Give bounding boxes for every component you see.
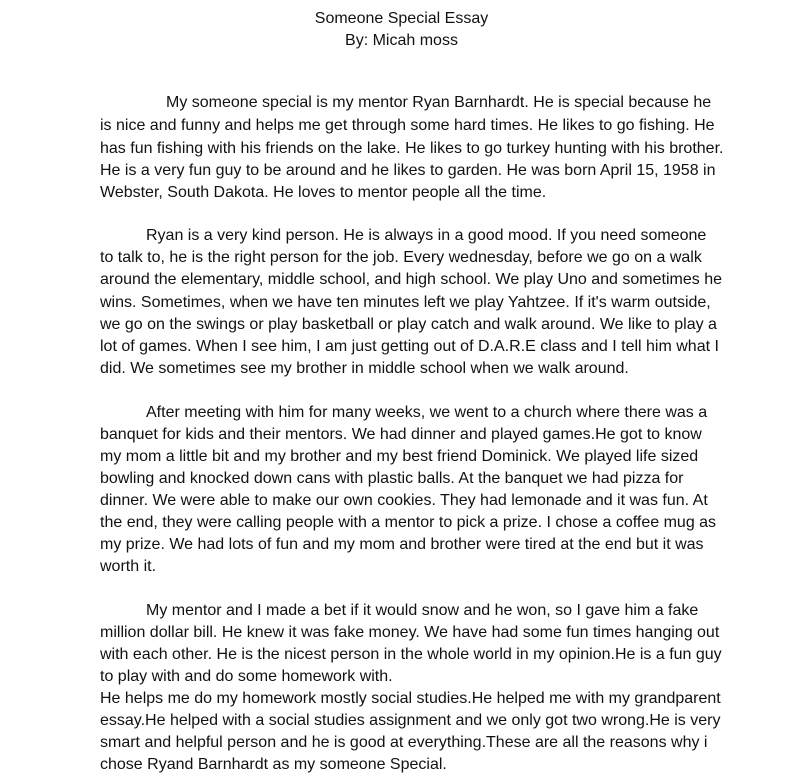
paragraph-line: essay.He helped with a social studies assignment and we only got two wrong.He is very: [100, 712, 721, 729]
paragraph-line: with each other. He is the nicest person in the whole world in my opinion.He is a fun guy: [100, 646, 722, 663]
paragraph-line: My someone special is my mentor Ryan Barnhardt. He is special because he: [166, 94, 712, 111]
paragraph-line: worth it.: [100, 558, 157, 575]
paragraph-line: has fun fishing with his friends on the lake. He likes to go turkey hunting with his brother.: [100, 140, 724, 157]
paragraph-line: million dollar bill. He knew it was fake money. We have had some fun times hanging out: [100, 624, 720, 641]
paragraph-line: Webster, South Dakota. He loves to mentor people all the time.: [100, 184, 547, 201]
paragraph-line: chose Ryand Barnhardt as my someone Special.: [100, 756, 447, 773]
paragraph-line: wins. Sometimes, when we have ten minutes left we play Yahtzee. If it's warm outside,: [100, 294, 711, 311]
paragraph-line: My mentor and I made a bet if it would snow and he won, so I gave him a fake: [146, 602, 699, 619]
paragraph-line: is nice and funny and helps me get through some hard times. He likes to go fishing. He: [100, 117, 715, 134]
paragraph-line: we go on the swings or play basketball or play catch and walk around. We like to play a: [100, 316, 717, 333]
paragraph-line: to play with and do some homework with.: [100, 668, 393, 685]
paragraph-line: smart and helpful person and he is good at everything.These are all the reasons why i: [100, 734, 708, 751]
paragraph-line: He is a very fun guy to be around and he likes to garden. He was born April 15, 1958 in: [100, 162, 716, 179]
paragraph-line: the end, they were calling people with a mentor to pick a prize. I chose a coffee mug as: [100, 514, 717, 531]
paragraph-line: to talk to, he is the right person for the job. Every wednesday, before we go on a walk: [100, 249, 702, 266]
paragraph-line: my mom a little bit and my brother and my best friend Dominick. We played life sized: [100, 448, 699, 465]
paragraph-line: dinner. We were able to make our own cookies. They had lemonade and it was fun. At: [100, 492, 708, 509]
paragraph-line: did. We sometimes see my brother in middle school when we walk around.: [100, 360, 629, 377]
essay-title: Someone Special Essay: [314, 10, 489, 27]
paragraph-line: bowling and knocked down cans with plastic balls. At the banquet we had pizza for: [100, 470, 684, 487]
paragraph-line: He helps me do my homework mostly social studies.He helped me with my grandparent: [100, 690, 721, 707]
paragraph-line: Ryan is a very kind person. He is always in a good mood. If you need someone: [146, 227, 707, 244]
paragraph-line: around the elementary, middle school, and high school. We play Uno and sometimes he: [100, 271, 722, 288]
essay-byline: By: Micah moss: [345, 32, 458, 49]
paragraph-line: After meeting with him for many weeks, we went to a church where there was a: [146, 404, 708, 421]
paragraph-line: my prize. We had lots of fun and my mom and brother were tired at the end but it was: [100, 536, 704, 553]
paragraph-line: banquet for kids and their mentors. We had dinner and played games.He got to know: [100, 426, 702, 443]
paragraph-line: lot of games. When I see him, I am just getting out of D.A.R.E class and I tell him what I: [100, 338, 719, 355]
